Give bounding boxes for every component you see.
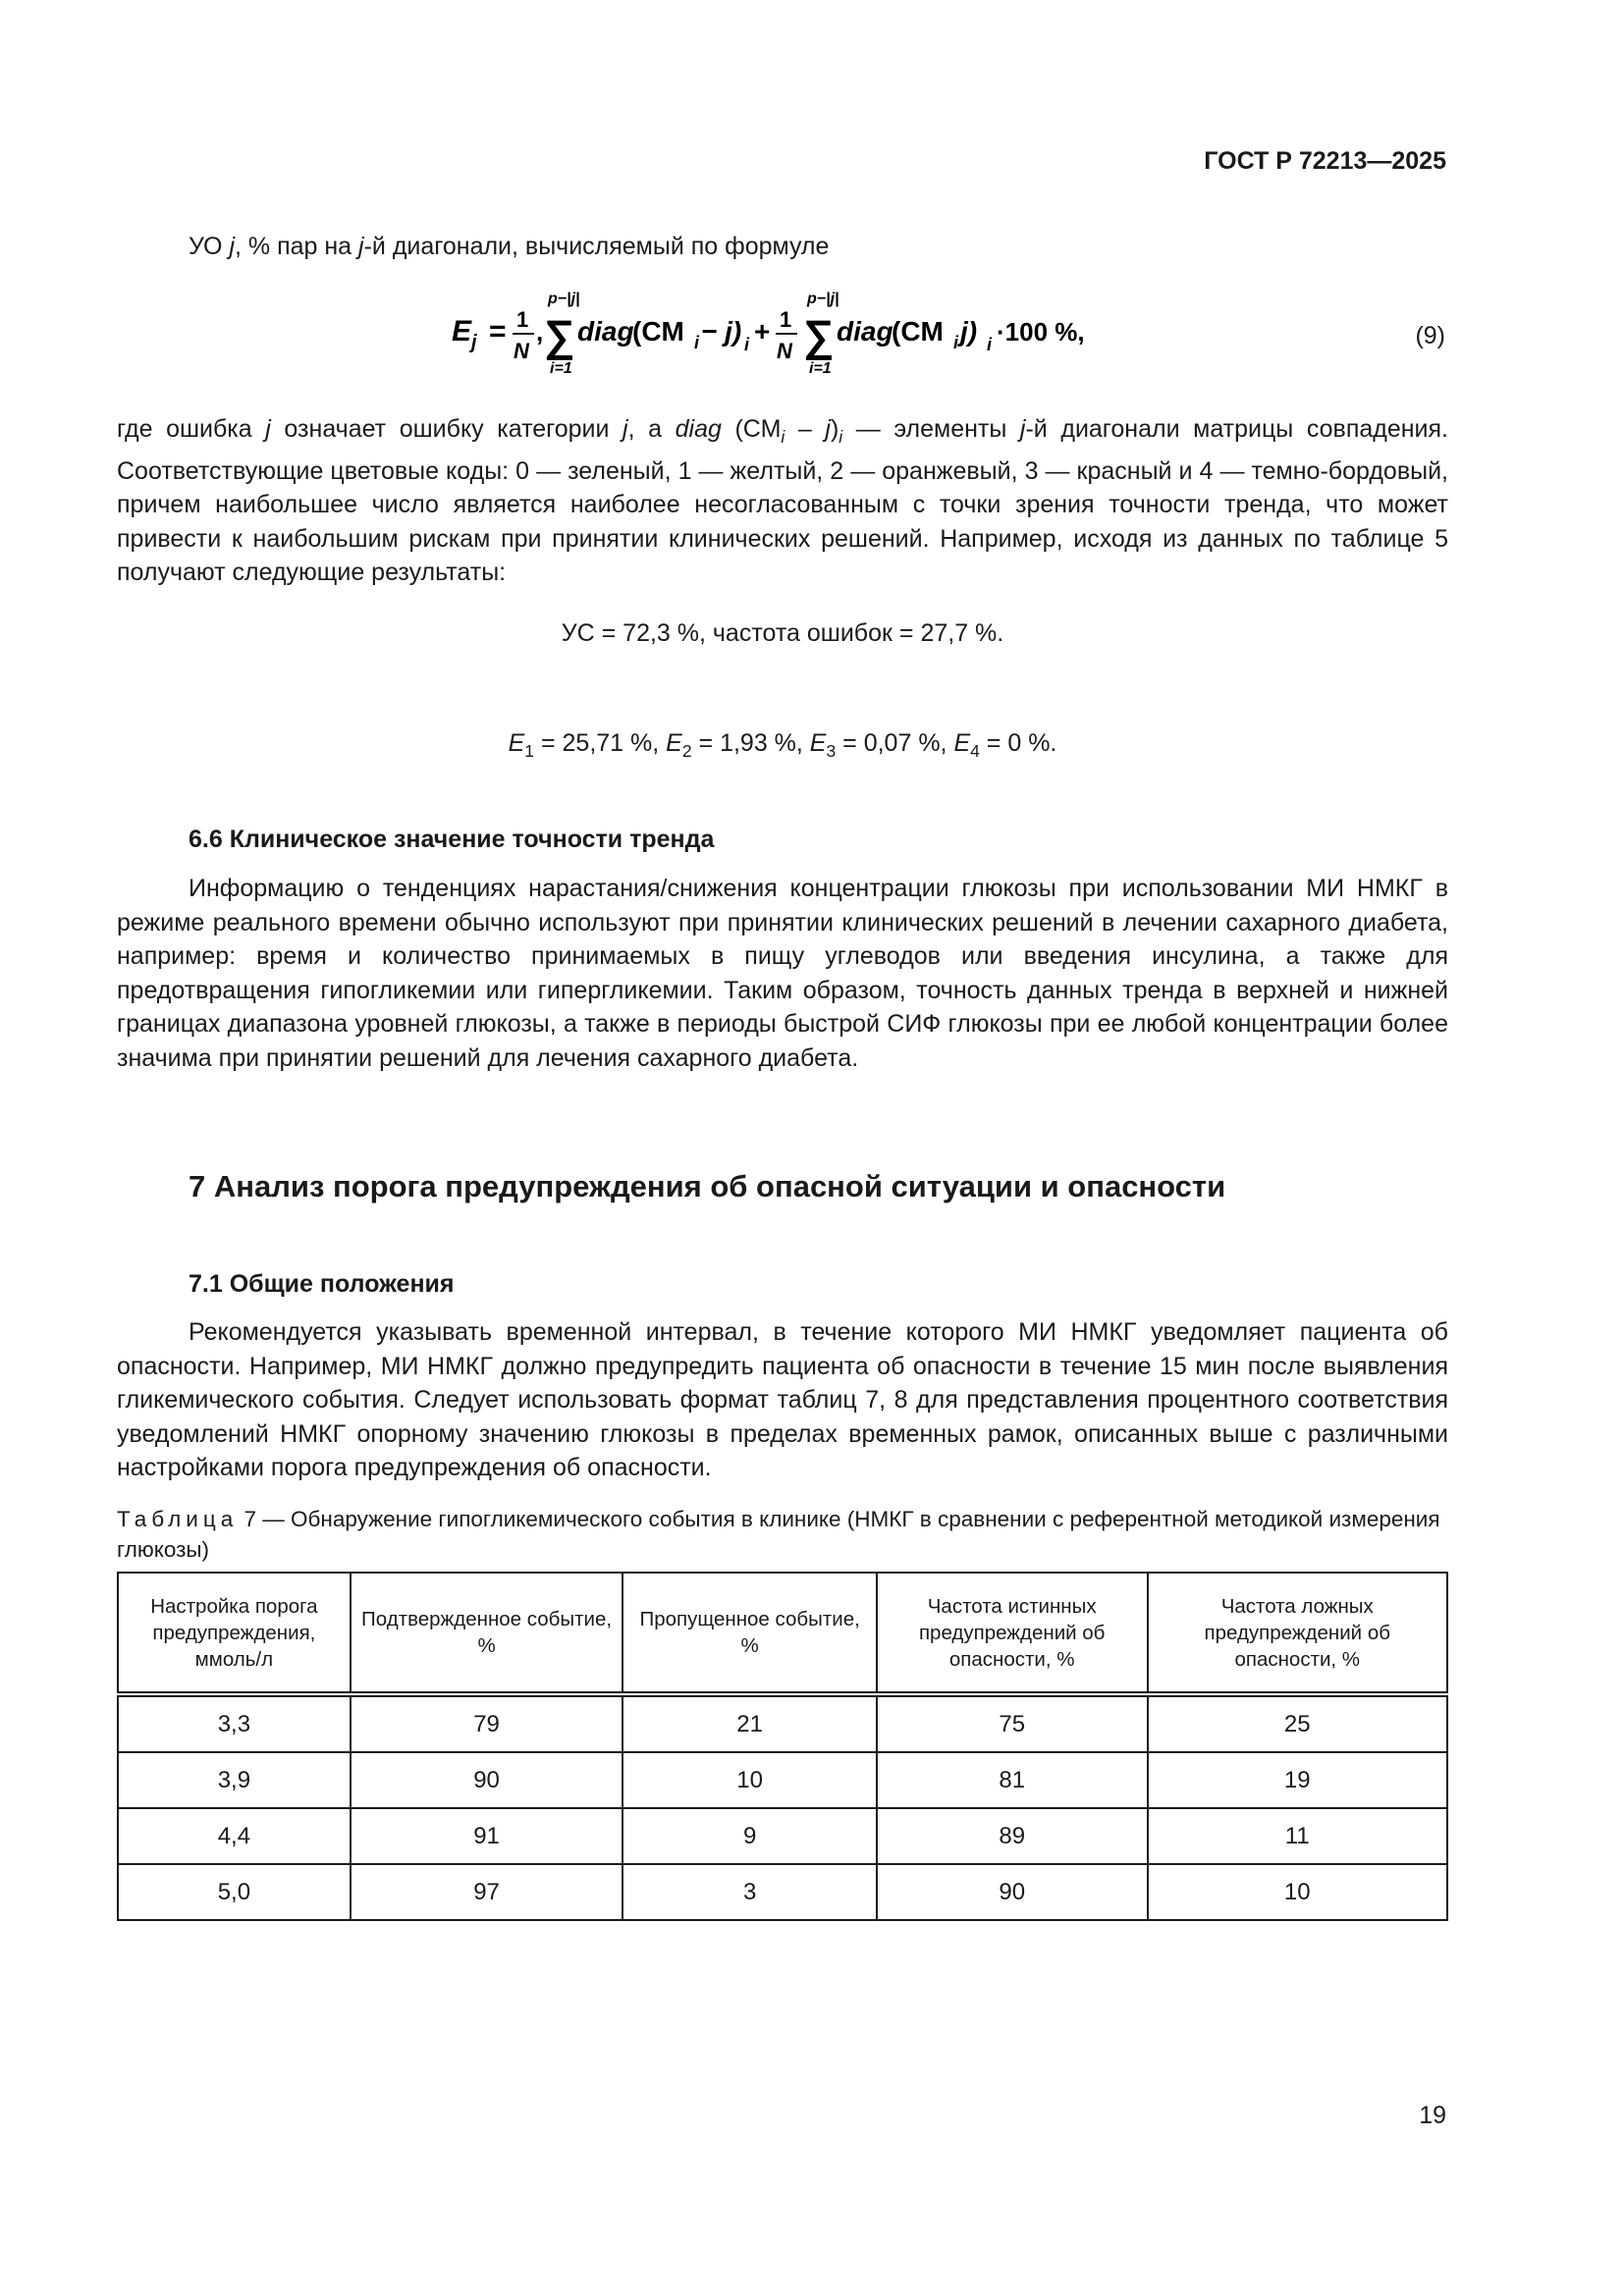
table-cell: 10 xyxy=(1148,1864,1448,1920)
table-cell: 79 xyxy=(351,1694,623,1752)
table-row xyxy=(118,1864,1447,1920)
table-7-caption: Таблица 7 — Обнаружение гипогликемического события в клинике (НМКГ в сравнении с референтной методикой измерения глюкозы) xyxy=(117,1507,1440,1562)
svg-text:i=1: i=1 xyxy=(809,360,832,377)
svg-text:+: + xyxy=(754,316,771,347)
svg-text:diag: diag xyxy=(837,316,893,347)
section-7-1-heading: 7.1 Общие положения xyxy=(189,1270,455,1298)
svg-text:1: 1 xyxy=(780,307,792,332)
svg-text:i: i xyxy=(987,335,993,354)
table-cell: 90 xyxy=(351,1752,623,1808)
svg-text:i: i xyxy=(744,335,750,354)
page-number: 19 xyxy=(1419,2102,1446,2129)
table-cell: 11 xyxy=(1148,1808,1448,1864)
table-cell: 10 xyxy=(623,1752,877,1808)
svg-text:N: N xyxy=(514,339,529,363)
table-header-cell: Пропущенное событие, % xyxy=(623,1573,877,1694)
svg-text:i: i xyxy=(953,333,959,352)
formula-9 xyxy=(452,280,1139,388)
formula-number: (9) xyxy=(1415,322,1445,349)
svg-text:− j): − j) xyxy=(701,316,742,347)
svg-text:∑: ∑ xyxy=(803,312,835,360)
table-cell: 21 xyxy=(623,1694,877,1752)
error-rates: $E_1 = 25,71$ %, $E_2 = 1,93$ %, $E_3 = 0,07$ %, $E_4 = 0$ %. xyxy=(508,729,1057,761)
table-cell: 3,3 xyxy=(118,1694,351,1752)
table-cell: 3,9 xyxy=(118,1752,351,1808)
formula-lhs: E xyxy=(452,315,472,347)
agreement-result: УС = 72,3 %, частота ошибок = 27,7 %. xyxy=(561,619,1004,647)
svg-text:∑: ∑ xyxy=(544,312,575,360)
svg-text:·100 %,: ·100 %, xyxy=(997,317,1085,347)
svg-text:1: 1 xyxy=(516,307,529,332)
table-header-cell: Настройка порога предупреждения, ммоль/л xyxy=(118,1573,351,1694)
section-6-6-heading: 6.6 Клиническое значение точности тренда xyxy=(189,826,715,853)
table-header-cell: Частота ложных предупреждений об опасности, % xyxy=(1148,1573,1448,1694)
svg-text:p−|j|: p−|j| xyxy=(548,291,580,307)
table-header-cell: Частота истинных предупреждений об опасности, % xyxy=(877,1573,1148,1694)
table-row xyxy=(118,1752,1447,1808)
svg-text:p−|j|: p−|j| xyxy=(807,291,839,307)
table-7 xyxy=(117,1572,1448,1921)
table-header-cell: Подтвержденное событие, % xyxy=(351,1573,623,1694)
section-6-6-text: Информацию о тенденциях нарастания/снижения концентрации глюкозы при использовании МИ НМКГ в режиме реального времени обычно используют при принятии клинических решений в лечении сахарного диабета, например: время и количество принимаемых в пищу углеводов или введения инсулина, а также для предотвращения гипогликемии или гипергликемии. Таким образом, точность данных тренда в верхней и нижней границах диапазона уровней глюкозы, а также в периоды быстрой СИФ глюкозы при ее любой концентрации более значима при принятии решений для лечения сахарного диабета. xyxy=(117,875,1448,1072)
formula-explanation: где ошибка j означает ошибку категории j, а diag $(СМ_i - j)_i$ — элементы j-й диагонали матрицы совпадения. Соответствующие цветовые коды: 0 — зеленый, 1 — желтый, 2 — оранжевый, 3 — красный и 4 — темно-бордовый, причем наибольшее число является наиболее несогласованным с точки зрения точности тренда, что может привести к наибольшим рискам при принятии клинических решений. Например, исходя из данных по таблице 5 получают следующие результаты: xyxy=(117,415,1449,586)
formula-intro: УО j, % пар на j-й диагонали, вычисляемый по формуле xyxy=(189,233,830,260)
table-cell: 97 xyxy=(351,1864,623,1920)
document-code: ГОСТ Р 72213—2025 xyxy=(1204,147,1446,175)
table-cell: 81 xyxy=(877,1752,1148,1808)
table-cell: 25 xyxy=(1148,1694,1448,1752)
svg-text:j: j xyxy=(471,332,477,353)
svg-text:=: = xyxy=(489,315,507,347)
svg-text:(CM: (CM xyxy=(892,316,944,347)
svg-text:,: , xyxy=(536,317,544,347)
table-cell: 89 xyxy=(877,1808,1148,1864)
svg-text:i: i xyxy=(694,333,700,352)
table-cell: 3 xyxy=(623,1864,877,1920)
table-row xyxy=(118,1694,1447,1752)
table-row xyxy=(118,1808,1447,1864)
table-cell: 75 xyxy=(877,1694,1148,1752)
table-cell: 4,4 xyxy=(118,1808,351,1864)
table-cell: 19 xyxy=(1148,1752,1448,1808)
svg-text:(CM: (CM xyxy=(632,316,684,347)
table-cell: 5,0 xyxy=(118,1864,351,1920)
section-7-1-text: Рекомендуется указывать временной интервал, в течение которого МИ НМКГ уведомляет пациента об опасности. Например, МИ НМКГ должно предупредить пациента об опасности в течение 15 мин после выявления гликемического события. Следует использовать формат таблиц 7, 8 для представления процентного соответствия уведомлений НМКГ опорному значению глюкозы в пределах временных рамок, описанных выше с различными настройками порога предупреждения об опасности. xyxy=(117,1318,1448,1481)
table-cell: 91 xyxy=(351,1808,623,1864)
table-cell: 9 xyxy=(623,1808,877,1864)
section-7-heading: 7 Анализ порога предупреждения об опасной ситуации и опасности xyxy=(189,1169,1226,1203)
table-cell: 90 xyxy=(877,1864,1148,1920)
svg-text:diag: diag xyxy=(577,316,634,347)
svg-text:N: N xyxy=(777,339,792,363)
svg-text:i=1: i=1 xyxy=(550,360,572,377)
svg-text:j): j) xyxy=(960,316,978,347)
